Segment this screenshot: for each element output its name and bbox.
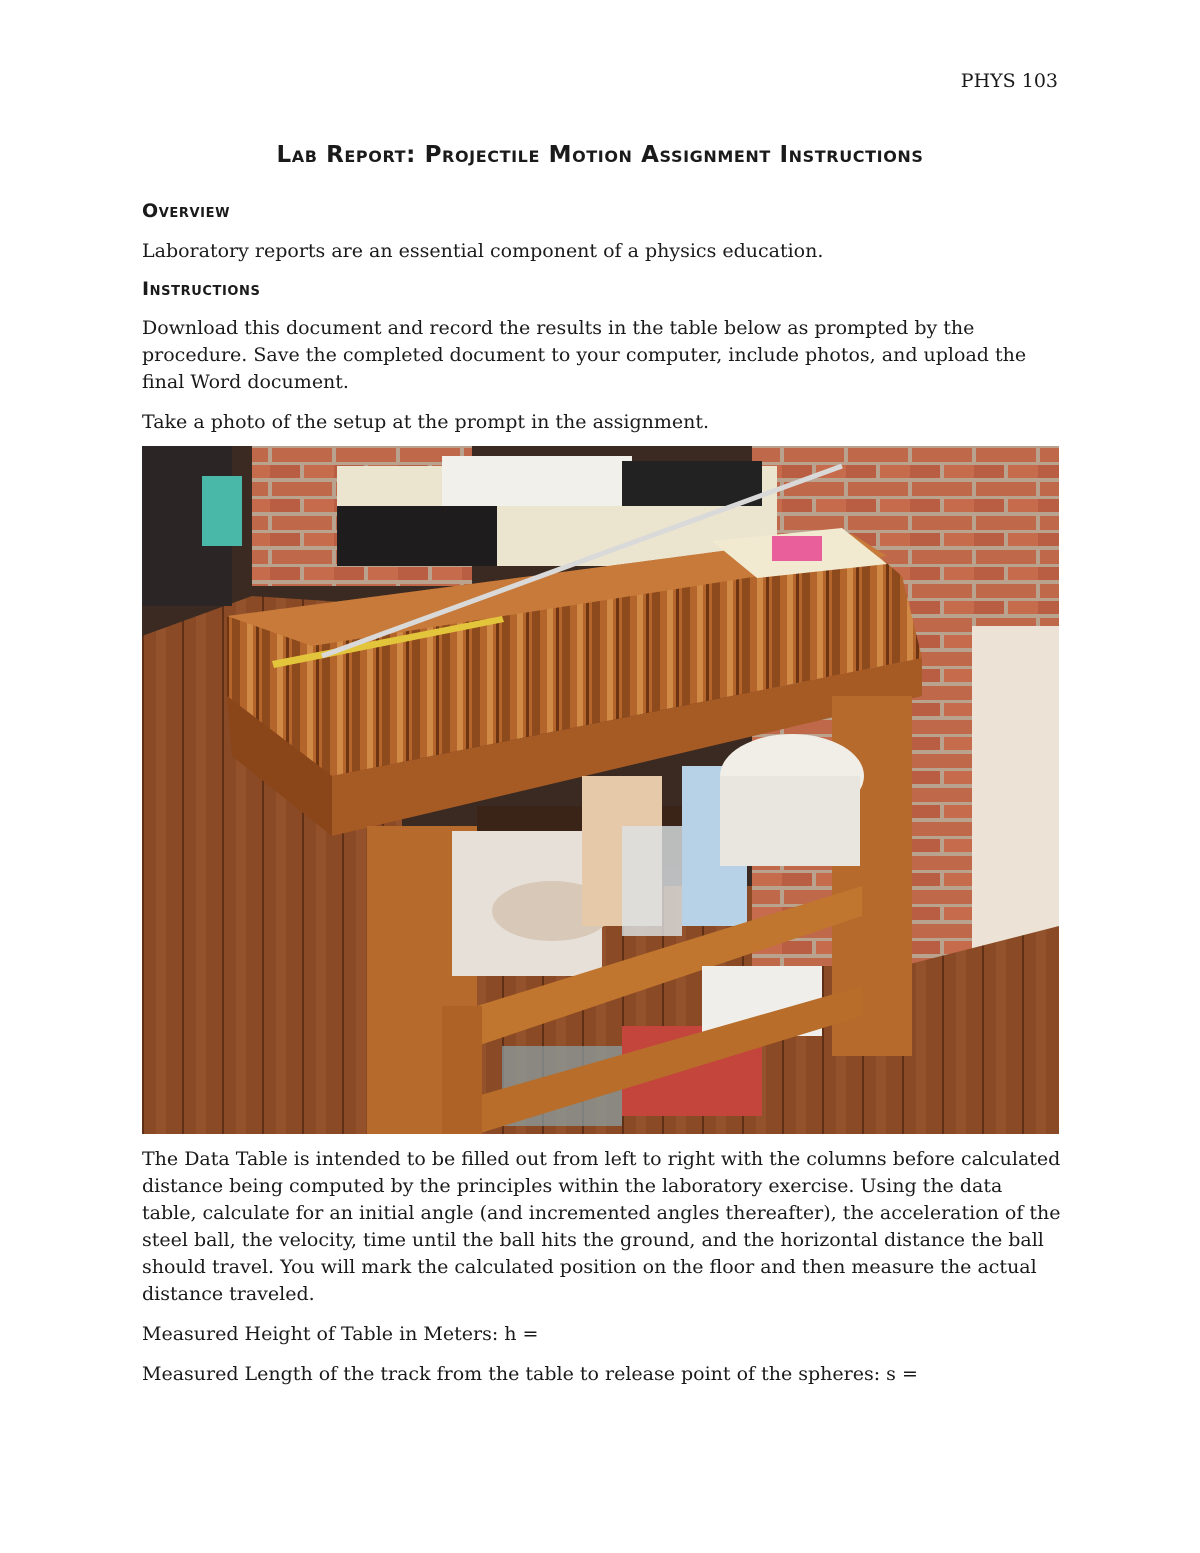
document-title: Lab Report: Projectile Motion Assignment Instructions xyxy=(276,142,924,168)
instructions-text: Download this document and record the results in the table below as prompted by the procedure. Save the completed document to your computer, include photos, and upload the final Word document. xyxy=(142,317,1027,393)
data-table-description: The Data Table is intended to be filled out from left to right with the columns before calculated distance being computed by the principles within the laboratory exercise. Using the data table, calculate for an initial angle (and incremented angles thereafter), the acceleration of the steel ball, the velocity, time until the ball hits the ground, and the horizontal distance the ball should travel. You will mark the calculated position on the floor and then measure the actual distance traveled. xyxy=(142,1148,1061,1305)
instructions-heading: Instructions xyxy=(142,278,261,300)
overview-text: Laboratory reports are an essential component of a physics education. xyxy=(142,240,824,262)
length-measurement-line: Measured Length of the track from the table to release point of the spheres: s = xyxy=(142,1363,918,1385)
height-measurement-line: Measured Height of Table in Meters: h = xyxy=(142,1323,539,1345)
setup-photo xyxy=(142,446,1059,1134)
course-header: PHYS 103 xyxy=(960,70,1058,92)
photo-prompt-text: Take a photo of the setup at the prompt in the assignment. xyxy=(142,411,710,433)
overview-heading: Overview xyxy=(142,200,231,222)
